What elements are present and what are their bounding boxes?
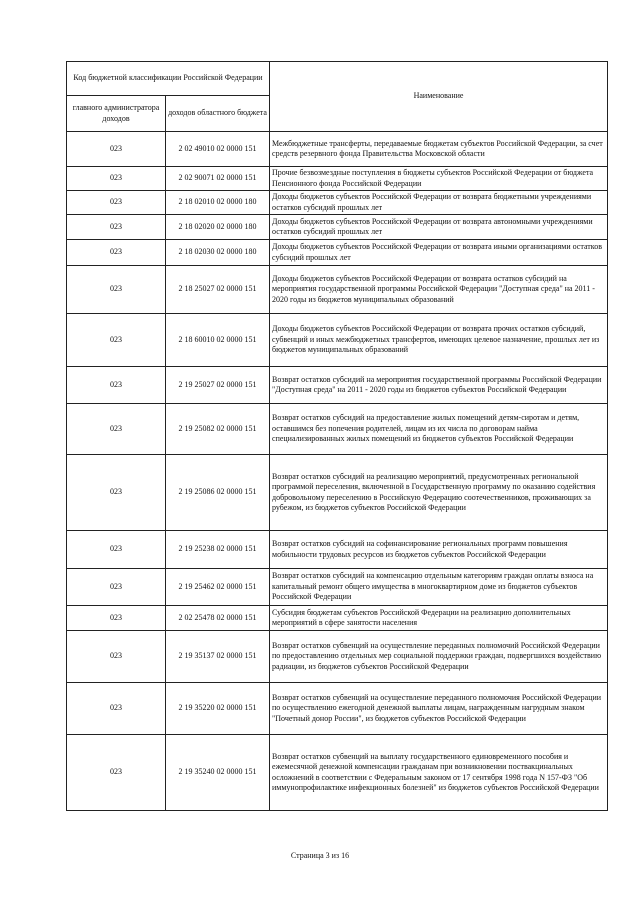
table-row: [67, 404, 608, 455]
name-cell: Доходы бюджетов субъектов Российской Федерации от возврата иными организациями остатков субсидий прошлых лет: [270, 240, 608, 266]
name-cell: Доходы бюджетов субъектов Российской Федерации от возврата прочих остатков субсидий, субвенций и иных межбюджетных трансфертов, имеющих целевое назначение, прошлых лет из бюджетов муниципальных образований: [270, 314, 608, 367]
admin-code-cell: 023: [67, 314, 166, 367]
name-cell: Возврат остатков субвенций на выплату государственного единовременного пособия и ежемесячной денежной компенсации гражданам при возникновении поствакцинальных осложнений в соответствии с Федеральным законом от 17 сентября 1998 года N 157-ФЗ "Об иммунопрофилактике инфекционных болезней" из бюджетов субъектов Российской Федерации: [270, 735, 608, 811]
revenue-code-cell: 2 02 90071 02 0000 151: [166, 167, 270, 191]
table-row: [67, 191, 608, 215]
admin-code-cell: 023: [67, 531, 166, 569]
admin-code-cell: 023: [67, 683, 166, 735]
revenue-code-cell: 2 02 49010 02 0000 151: [166, 132, 270, 167]
admin-code-cell: 023: [67, 404, 166, 455]
header-budget-code-group: Код бюджетной классификации Российской Федерации: [67, 62, 270, 96]
name-cell: Доходы бюджетов субъектов Российской Федерации от возврата автономными учреждениями остатков субсидий прошлых лет: [270, 215, 608, 240]
revenue-code-cell: 2 19 25462 02 0000 151: [166, 569, 270, 606]
admin-code-cell: 023: [67, 240, 166, 266]
revenue-code-cell: 2 18 02010 02 0000 180: [166, 191, 270, 215]
name-cell: Возврат остатков субвенций на осуществление переданных полномочий Российской Федерации по предоставлению отдельных мер социальной поддержки граждан, подвергшихся воздействию радиации, из бюджетов субъектов Российской Федерации: [270, 631, 608, 683]
revenue-code-cell: 2 19 25027 02 0000 151: [166, 367, 270, 404]
name-cell: Возврат остатков субвенций на осуществление переданного полномочия Российской Федерации по осуществлению ежегодной денежной выплаты лицам, награжденным нагрудным знаком "Почетный донор России", из бюджетов субъектов Российской Федерации: [270, 683, 608, 735]
table-row: [67, 167, 608, 191]
table-row: [67, 240, 608, 266]
name-cell: Возврат остатков субсидий на предоставление жилых помещений детям-сиротам и детям, оставшимся без попечения родителей, лицам из их числа по договорам найма специализированных жилых помещений из бюджетов субъектов Российской Федерации: [270, 404, 608, 455]
table-row: [67, 531, 608, 569]
revenue-code-cell: 2 19 35220 02 0000 151: [166, 683, 270, 735]
admin-code-cell: 023: [67, 735, 166, 811]
admin-code-cell: 023: [67, 266, 166, 314]
revenue-code-cell: 2 19 35137 02 0000 151: [166, 631, 270, 683]
page-number-footer: Страница 3 из 16: [290, 851, 350, 860]
header-admin-code: главного администратора доходов: [67, 96, 166, 132]
admin-code-cell: 023: [67, 191, 166, 215]
revenue-code-cell: 2 18 02030 02 0000 180: [166, 240, 270, 266]
budget-classification-table: [66, 61, 608, 811]
admin-code-cell: 023: [67, 606, 166, 631]
table-row: [67, 215, 608, 240]
revenue-code-cell: 2 18 02020 02 0000 180: [166, 215, 270, 240]
name-cell: Возврат остатков субсидий на компенсацию отдельным категориям граждан оплаты взноса на капитальный ремонт общего имущества в многоквартирном доме из бюджетов субъектов Российской Федерации: [270, 569, 608, 606]
admin-code-cell: 023: [67, 455, 166, 531]
name-cell: Межбюджетные трансферты, передаваемые бюджетам субъектов Российской Федерации, за счет средств резервного фонда Правительства Московской области: [270, 132, 608, 167]
name-cell: Прочие безвозмездные поступления в бюджеты субъектов Российской Федерации от бюджета Пенсионного фонда Российской Федерации: [270, 167, 608, 191]
table-row: [67, 367, 608, 404]
name-cell: Доходы бюджетов субъектов Российской Федерации от возврата бюджетными учреждениями остатков субсидий прошлых лет: [270, 191, 608, 215]
table-row: [67, 735, 608, 811]
revenue-code-cell: 2 19 35240 02 0000 151: [166, 735, 270, 811]
table-row: [67, 683, 608, 735]
admin-code-cell: 023: [67, 167, 166, 191]
admin-code-cell: 023: [67, 215, 166, 240]
admin-code-cell: 023: [67, 631, 166, 683]
table-row: [67, 455, 608, 531]
revenue-code-cell: 2 02 25478 02 0000 151: [166, 606, 270, 631]
name-cell: Доходы бюджетов субъектов Российской Федерации от возврата остатков субсидий на мероприятия государственной программы Российской Федерации "Доступная среда" на 2011 - 2020 годы из бюджетов муниципальных образований: [270, 266, 608, 314]
table-row: [67, 569, 608, 606]
name-cell: Возврат остатков субсидий на мероприятия государственной программы Российской Федерации "Доступная среда" на 2011 - 2020 годы из бюджетов субъектов Российской Федерации: [270, 367, 608, 404]
table-row: [67, 631, 608, 683]
revenue-code-cell: 2 18 60010 02 0000 151: [166, 314, 270, 367]
name-cell: Возврат остатков субсидий на софинансирование региональных программ повышения мобильности трудовых ресурсов из бюджетов субъектов Российской Федерации: [270, 531, 608, 569]
name-cell: Возврат остатков субсидий на реализацию мероприятий, предусмотренных региональной программой переселения, включенной в Государственную программу по оказанию содействия добровольному переселению в Российскую Федерацию соотечественников, проживающих за рубежом, из бюджетов субъектов Российской Федерации: [270, 455, 608, 531]
revenue-code-cell: 2 19 25238 02 0000 151: [166, 531, 270, 569]
name-cell: Субсидия бюджетам субъектов Российской Федерации на реализацию дополнительных мероприятий в сфере занятости населения: [270, 606, 608, 631]
table-row: [67, 314, 608, 367]
revenue-code-cell: 2 18 25027 02 0000 151: [166, 266, 270, 314]
table-row: [67, 132, 608, 167]
table-row: [67, 606, 608, 631]
admin-code-cell: 023: [67, 569, 166, 606]
table-row: [67, 266, 608, 314]
admin-code-cell: 023: [67, 132, 166, 167]
header-revenue-code: доходов областного бюджета: [166, 96, 270, 132]
revenue-code-cell: 2 19 25086 02 0000 151: [166, 455, 270, 531]
admin-code-cell: 023: [67, 367, 166, 404]
header-name: Наименование: [270, 62, 608, 132]
revenue-code-cell: 2 19 25082 02 0000 151: [166, 404, 270, 455]
